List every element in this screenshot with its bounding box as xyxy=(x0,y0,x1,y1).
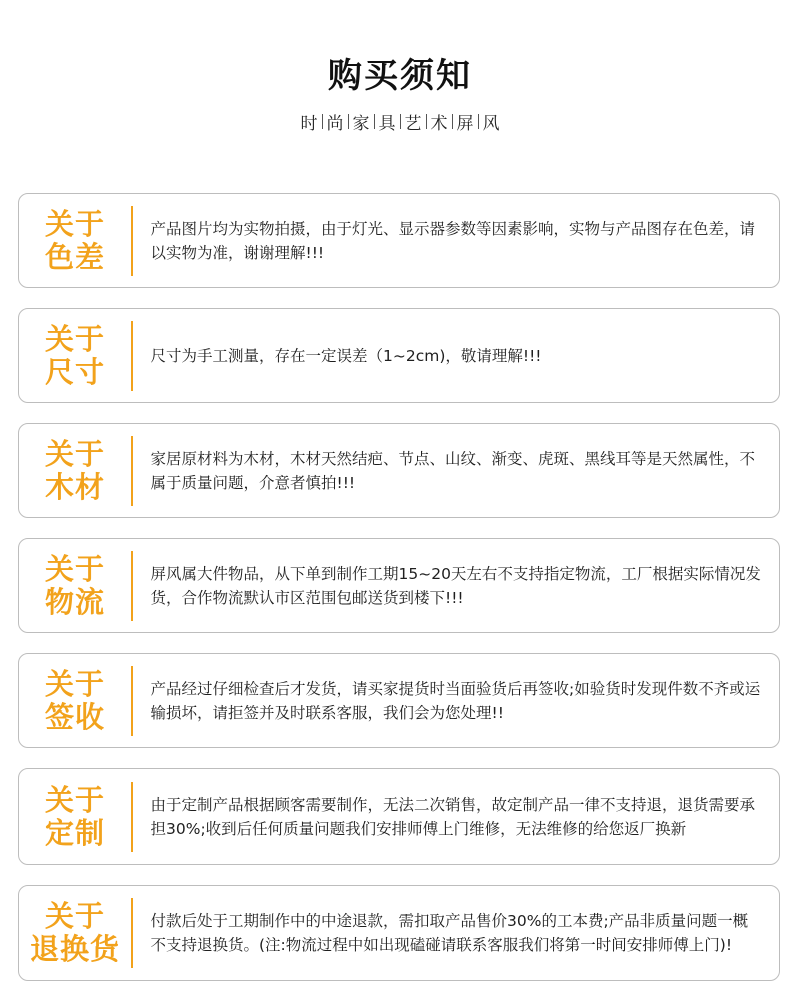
page-title: 购买须知 xyxy=(328,56,472,96)
notice-label-line: 关于 xyxy=(44,206,105,241)
subtitle xyxy=(0,109,800,134)
notice-card-custom xyxy=(18,768,780,865)
notice-label xyxy=(19,208,131,274)
subtitle-divider xyxy=(478,114,479,129)
notice-label-line: 定制 xyxy=(44,815,105,850)
notice-text: 家居原材料为木材，木材天然结疤、节点、山纹、渐变、虎斑、黑线耳等是天然属性，不属于质量问题，介意者慎拍!!! xyxy=(150,449,756,492)
notice-card-color-difference xyxy=(18,193,780,288)
subtitle-divider xyxy=(348,114,349,129)
notice-label-line: 关于 xyxy=(44,782,105,817)
notice-label-line: 签收 xyxy=(44,699,105,734)
notice-label xyxy=(19,323,131,389)
notice-label-line: 关于 xyxy=(44,899,105,933)
notice-text: 付款后处于工期制作中的中途退款，需扣取产品售价30%的工本费;产品非质量问题一概不支持退换货。(注:物流过程中如出现磕碰请联系客服我们将第一时间安排师傅上门)! xyxy=(150,912,749,954)
notice-text: 产品图片均为实物拍摄，由于灯光、显示器参数等因素影响，实物与产品图存在色差，请以实物为准，谢谢理解!!! xyxy=(150,219,756,262)
subtitle-divider xyxy=(400,114,401,129)
notice-label-line: 色差 xyxy=(44,239,105,274)
notice-text: 尺寸为手工测量，存在一定误差（1~2cm)，敬请理解!!! xyxy=(150,346,542,365)
notice-label-line: 关于 xyxy=(44,551,105,586)
subtitle-char: 屏 xyxy=(456,114,474,134)
subtitle-char: 艺 xyxy=(404,114,422,134)
notice-card-sign-for xyxy=(18,653,780,748)
subtitle-char: 尚 xyxy=(326,114,344,134)
notice-label-line: 退换货 xyxy=(29,932,120,966)
notice-text: 由于定制产品根据顾客需要制作，无法二次销售，故定制产品一律不支持退，退货需要承担30%;收到后任何质量问题我们安排师傅上门维修，无法维修的给您返厂换新 xyxy=(150,795,756,838)
subtitle-divider xyxy=(452,114,453,129)
notice-label xyxy=(19,784,131,850)
notice-card-wood xyxy=(18,423,780,518)
notice-card-size xyxy=(18,308,780,403)
notice-label xyxy=(19,668,131,734)
subtitle-char: 具 xyxy=(378,114,396,134)
notice-text: 屏风属大件物品，从下单到制作工期15~20天左右不支持指定物流，工厂根据实际情况发货，合作物流默认市区范围包邮送货到楼下!!! xyxy=(150,564,761,607)
subtitle-char: 家 xyxy=(352,114,370,134)
subtitle-char: 时 xyxy=(300,114,318,134)
notice-label-line: 关于 xyxy=(44,666,105,701)
subtitle-divider xyxy=(322,114,323,129)
notice-label xyxy=(19,438,131,504)
notice-card-logistics xyxy=(18,538,780,633)
notice-label-line: 物流 xyxy=(44,584,105,619)
notice-list xyxy=(18,193,780,1001)
notice-label-line: 尺寸 xyxy=(44,354,105,389)
notice-card-returns xyxy=(18,885,780,981)
notice-label-line: 关于 xyxy=(44,436,105,471)
subtitle-divider xyxy=(374,114,375,129)
notice-label xyxy=(19,553,131,619)
notice-label xyxy=(19,900,131,966)
notice-label-line: 木材 xyxy=(44,469,105,504)
subtitle-char: 风 xyxy=(482,114,500,134)
subtitle-char: 术 xyxy=(430,114,448,134)
notice-text: 产品经过仔细检查后才发货，请买家提货时当面验货后再签收;如验货时发现件数不齐或运输损坏，请拒签并及时联系客服，我们会为您处理!! xyxy=(150,679,761,722)
subtitle-divider xyxy=(426,114,427,129)
notice-label-line: 关于 xyxy=(44,321,105,356)
